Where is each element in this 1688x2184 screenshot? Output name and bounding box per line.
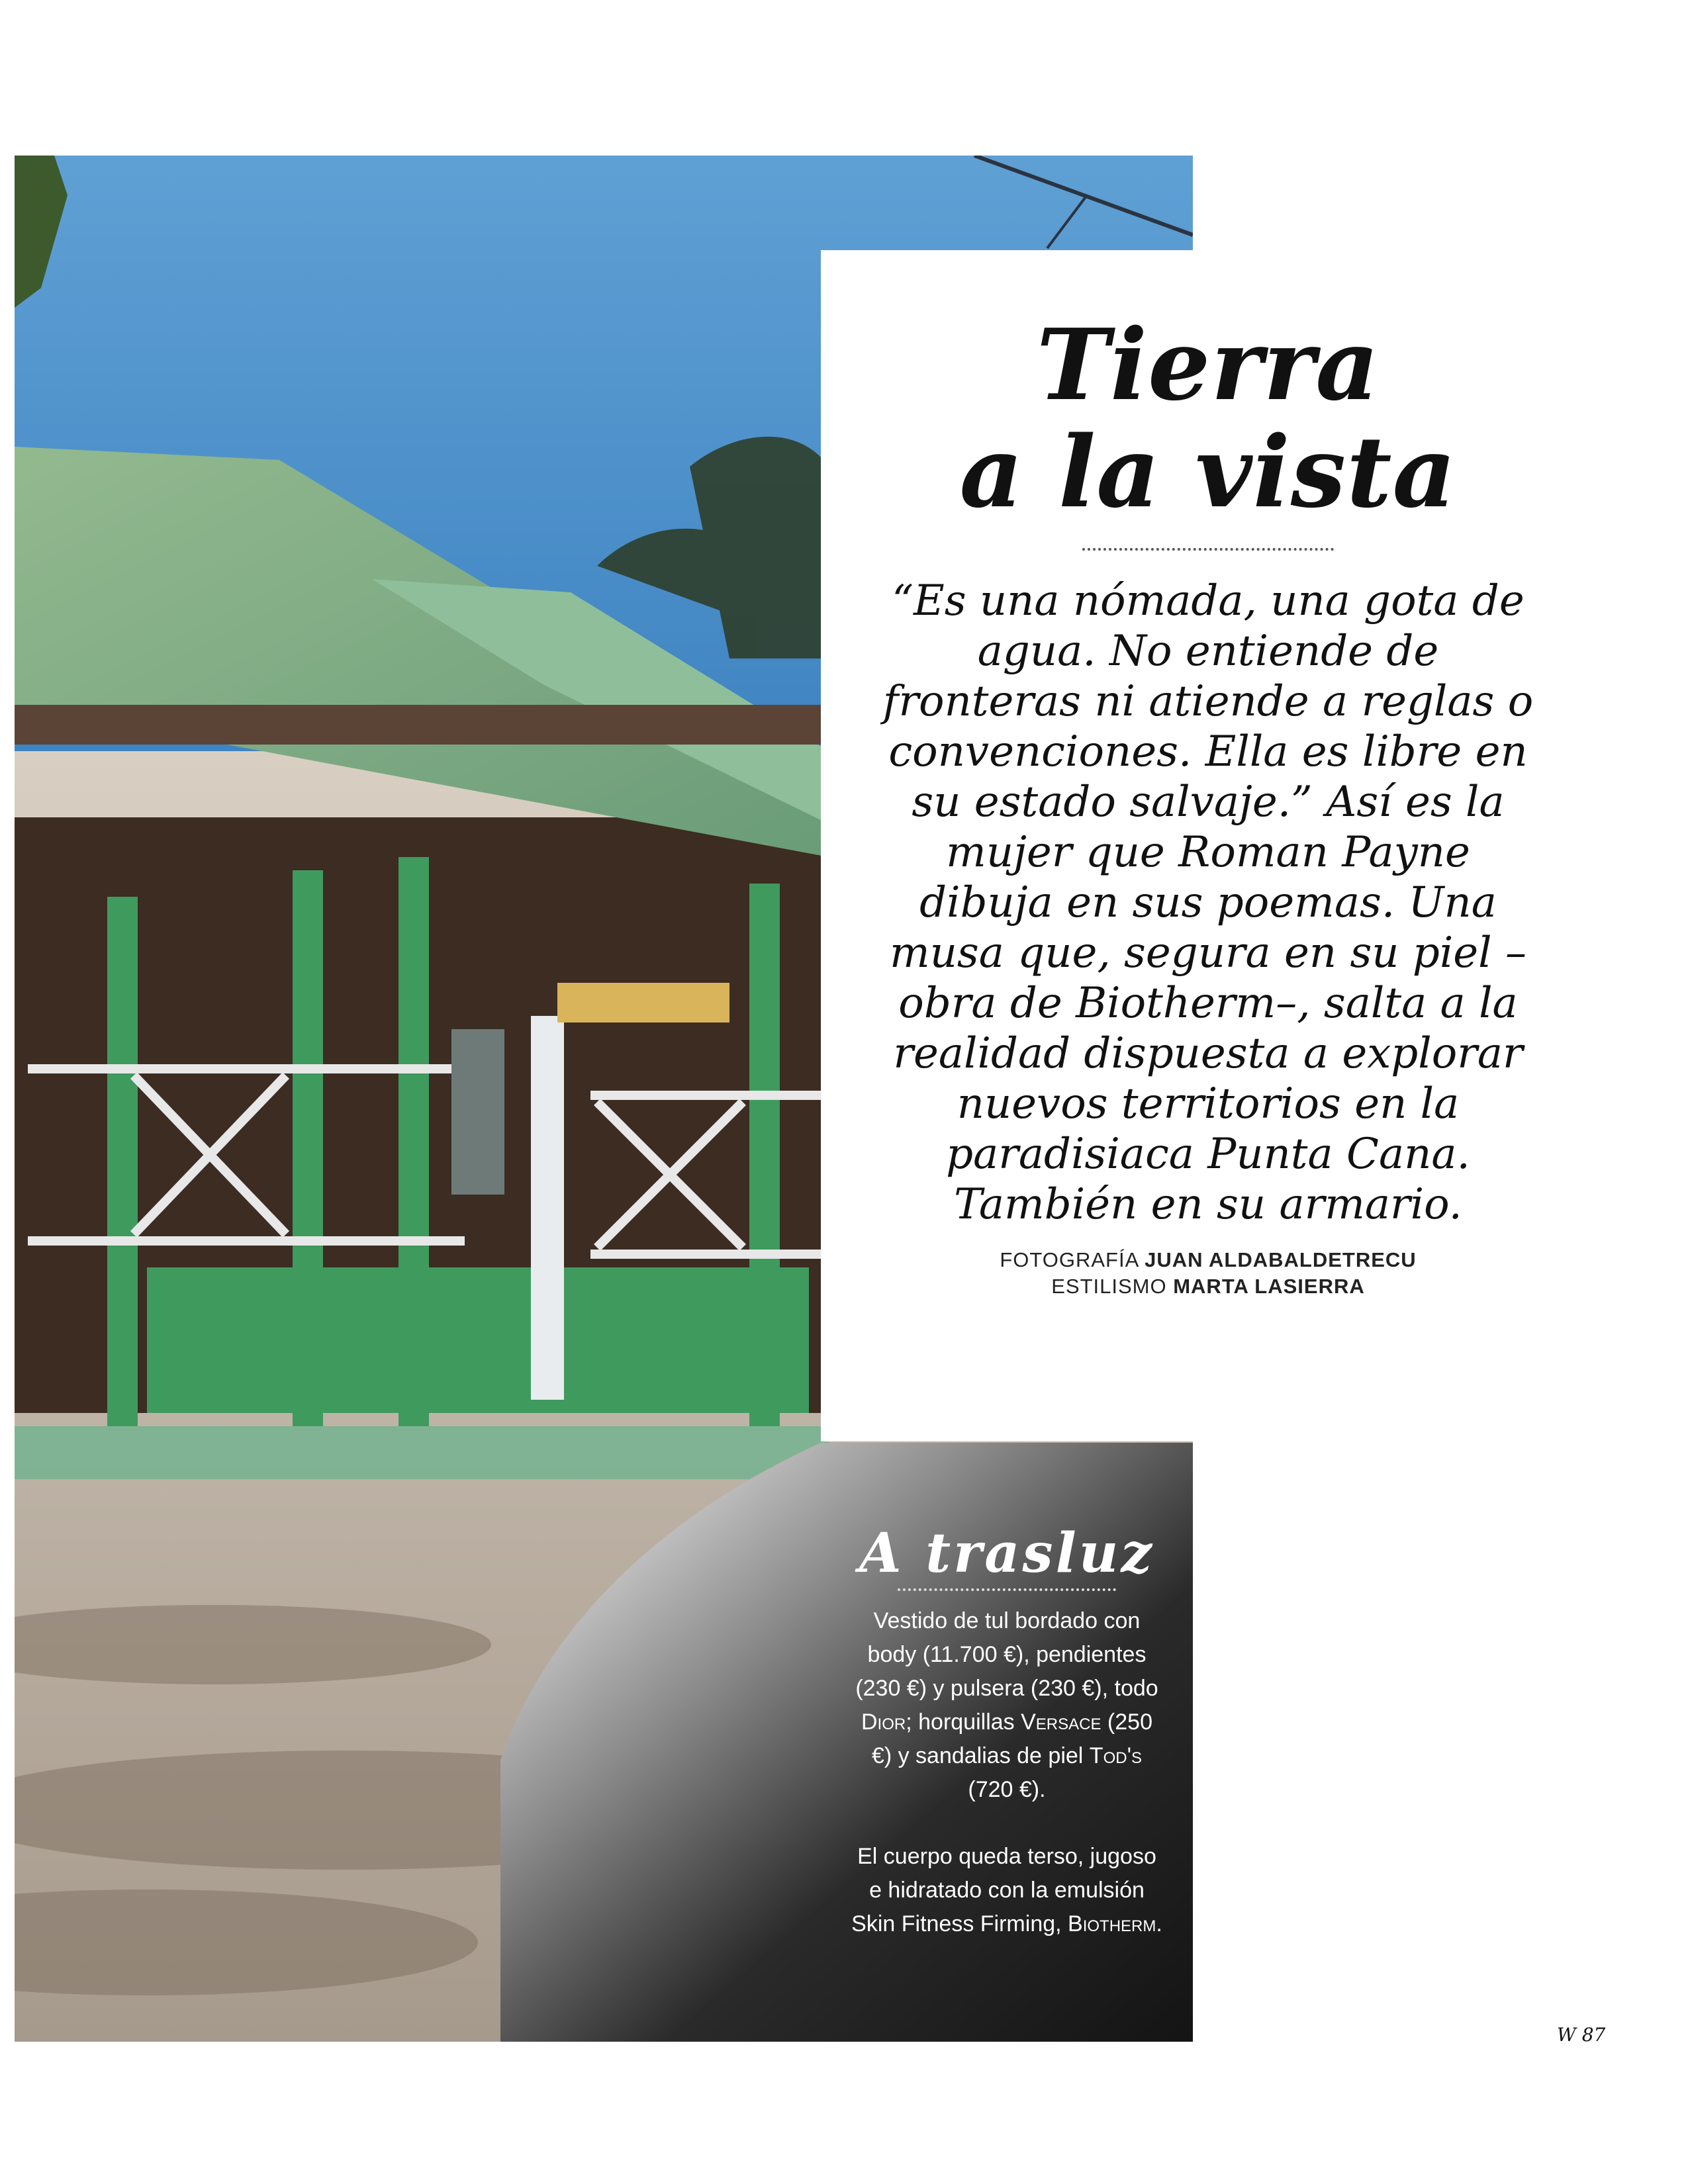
article-intro xyxy=(827,307,1589,1300)
credit-styling xyxy=(827,1273,1589,1300)
magazine-mark: W xyxy=(1557,2024,1576,2046)
text-run: (250 €) y sandalias de piel xyxy=(871,1709,1152,1768)
text-run: ; horquillas xyxy=(906,1709,1021,1735)
outfit-description xyxy=(851,1604,1162,1807)
credit-role: FOTOGRAFÍA xyxy=(1000,1248,1139,1271)
lead-paragraph: “Es una nómada, una gota de agua. No entiende de fronteras ni atiende a reglas o convenciones. Ella es libre en su estado salvaje.” Así es la mujer que Roman Payne dibuja en sus poemas. Una musa que, segura en su piel –obra de Biotherm–, salta a la realidad dispuesta a explorar nuevos territorios en la paradisiaca Punta Cana. También en su armario. xyxy=(882,576,1534,1229)
credit-name: MARTA LASIERRA xyxy=(1173,1275,1365,1298)
brand-name: Dior xyxy=(861,1709,906,1735)
text-run: (720 €). xyxy=(968,1777,1046,1802)
headline-line-1: Tierra xyxy=(1036,307,1380,422)
credit-photography xyxy=(827,1247,1589,1273)
headline-line-2: a la vista xyxy=(959,414,1457,529)
page-folio xyxy=(1557,2024,1605,2046)
brand-name: Versace xyxy=(1021,1709,1102,1735)
credits xyxy=(827,1247,1589,1300)
text-run: El cuerpo queda terso, jugoso e hidratado con la emulsión Skin Fitness Firming, xyxy=(851,1844,1156,1936)
credit-name: JUAN ALDABALDETRECU xyxy=(1145,1248,1417,1271)
brand-name: Tod's xyxy=(1089,1743,1143,1768)
headline-divider xyxy=(1082,548,1334,551)
box-title: A trasluz xyxy=(859,1522,1154,1585)
box-divider xyxy=(898,1588,1116,1591)
caption-box xyxy=(821,1522,1193,1941)
brand-name: Biotherm xyxy=(1068,1911,1156,1936)
credit-role: ESTILISMO xyxy=(1051,1275,1167,1298)
text-run: . xyxy=(1156,1911,1162,1936)
headline xyxy=(827,307,1589,529)
text-run: Vestido de tul bordado con body (11.700 €), pendientes (230 €) y pulsera (230 €), todo xyxy=(855,1608,1158,1701)
beauty-description xyxy=(851,1840,1162,1941)
page-number: 87 xyxy=(1581,2024,1606,2046)
